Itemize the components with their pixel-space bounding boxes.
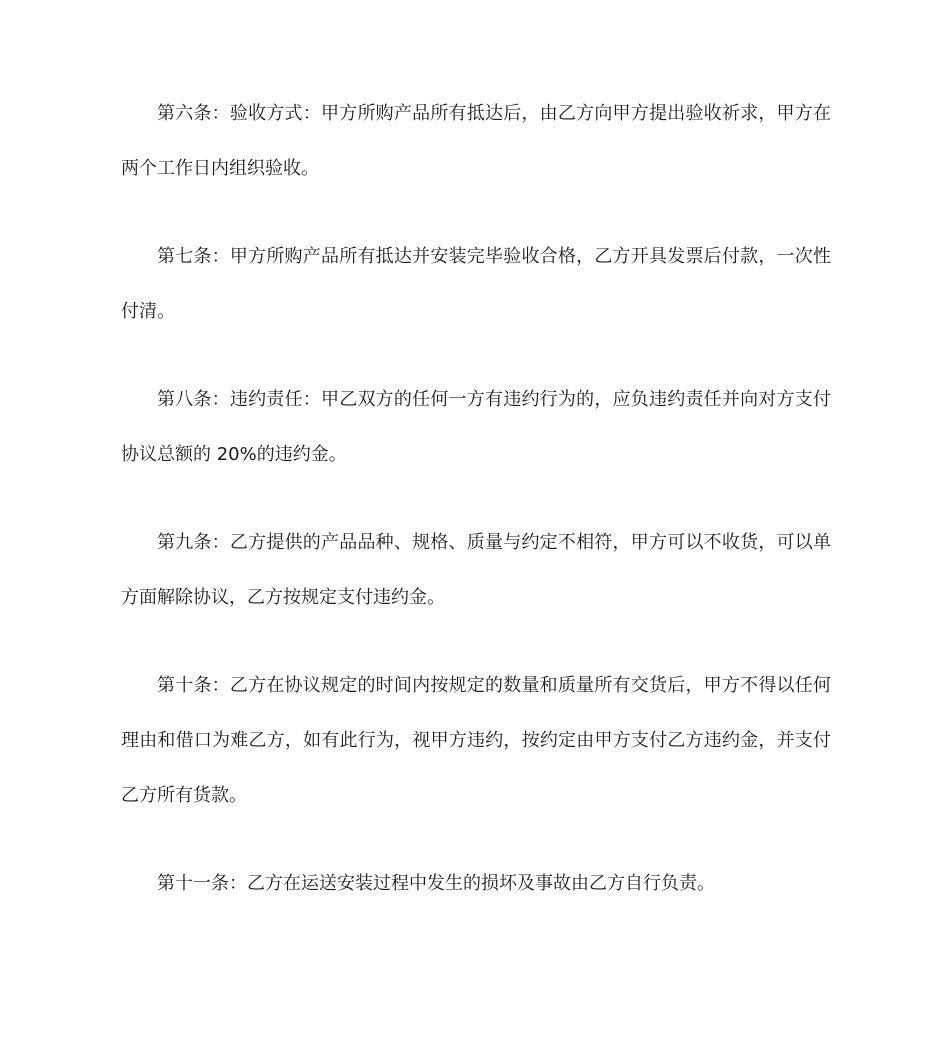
- document-body: [121, 86, 831, 911]
- clause-9-paragraph: 第九条：乙方提供的产品品种、规格、质量与约定不相符，甲方可以不收货，可以单方面解除协议，乙方按规定支付违约金。: [121, 532, 831, 608]
- clause-11-paragraph: 第十一条：乙方在运送安装过程中发生的损坏及事故由乙方自行负责。: [157, 873, 715, 894]
- clause-8-paragraph: 第八条：违约责任：甲乙双方的任何一方有违约行为的，应负违约责任并向对方支付协议总额的 20%的违约金。: [121, 389, 831, 465]
- clause-10-paragraph: 第十条：乙方在协议规定的时间内按规定的数量和质量所有交货后，甲方不得以任何理由和借口为难乙方，如有此行为，视甲方违约，按约定由甲方支付乙方违约金，并支付乙方所有货款。: [121, 675, 831, 806]
- clause-7-paragraph: 第七条：甲方所购产品所有抵达并安装完毕验收合格，乙方开具发票后付款，一次性付清。: [121, 246, 831, 322]
- clause-6-paragraph: 第六条：验收方式：甲方所购产品所有抵达后，由乙方向甲方提出验收祈求，甲方在两个工作日内组织验收。: [121, 103, 831, 179]
